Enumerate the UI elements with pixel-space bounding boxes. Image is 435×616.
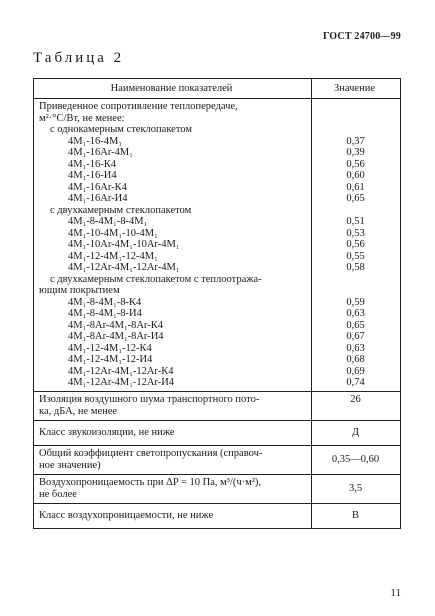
- standard-code: ГОСТ 24700—99: [322, 31, 401, 42]
- row-label: Общий коэффициент светопропускания (справоч-: [39, 447, 263, 459]
- glazing-formula: 4М₁-12-4М₁-12-И4: [68, 354, 153, 365]
- properties-table: [33, 78, 401, 529]
- section-title-units: м²·°С/Вт, не менее:: [39, 112, 125, 124]
- glazing-value: 0,51: [346, 216, 365, 227]
- glazing-formula: 4М₁-16-К4: [68, 158, 116, 170]
- glazing-formula: 4М₁-8Ar-4М₁-8Ar-К4: [68, 319, 163, 331]
- glazing-value: 0,53: [346, 227, 365, 239]
- row-value: 0,35—0,60: [331, 453, 380, 465]
- glazing-formula: 4М₁-12-4М₁-12-4М₁: [68, 250, 158, 262]
- table-header: [34, 79, 400, 99]
- glazing-value: 0,63: [346, 308, 365, 319]
- glazing-row: [34, 320, 400, 332]
- row-sound-class: [34, 420, 400, 445]
- row-value: Д: [351, 426, 360, 438]
- glazing-row: [34, 354, 400, 366]
- glazing-formula: 4М₁-12-4М₁-12-К4: [68, 342, 152, 354]
- header-value: Значение: [334, 83, 375, 94]
- glazing-formula: 4М₁-16-4М₁: [68, 135, 122, 147]
- glazing-value: 0,56: [346, 158, 365, 170]
- glazing-row: [34, 159, 400, 171]
- glazing-formula: 4М₁-12Ar-4М₁-12Ar-4М₁: [68, 262, 180, 273]
- glazing-row: [34, 251, 400, 263]
- glazing-formula: 4М₁-8-4М₁-8-И4: [68, 308, 142, 319]
- glazing-value: 0,60: [346, 170, 365, 181]
- row-label: Изоляция воздушного шума транспортного пото-: [39, 393, 260, 405]
- glazing-formula: 4М₁-12Ar-4М₁-12Ar-И4: [68, 377, 175, 388]
- glazing-formula: 4М₁-16Ar-К4: [68, 181, 127, 193]
- glazing-value: 0,65: [346, 193, 365, 204]
- glazing-row: [34, 366, 400, 378]
- glazing-row: [34, 147, 400, 159]
- row-label: Класс воздухопроницаемости, не ниже: [39, 509, 214, 521]
- header-name: Наименование показателей: [110, 83, 233, 94]
- glazing-value: 0,59: [346, 296, 365, 308]
- glazing-row: [34, 193, 400, 205]
- glazing-value: 0,55: [346, 250, 365, 262]
- glazing-value: 0,69: [346, 365, 365, 377]
- table-title: Таблица 2: [33, 50, 125, 66]
- row-label: Класс звукоизоляции, не ниже: [39, 426, 175, 438]
- glazing-row: [34, 297, 400, 309]
- row-label: Воздухопроницаемость при ΔP = 10 Па, м³/(ч·м²),: [39, 476, 262, 488]
- glazing-formula: 4М₁-8-4М₁-8-4М₁: [68, 216, 148, 227]
- row-air-permeability: [34, 474, 400, 503]
- glazing-row: [34, 308, 400, 320]
- glazing-formula: 4М₁-10Ar-4М₁-10Ar-4М₁: [68, 239, 180, 250]
- glazing-formula: 4М₁-10-4М₁-10-4М₁: [68, 227, 158, 239]
- row-value: В: [351, 509, 359, 521]
- row-light-transmission: [34, 445, 400, 474]
- glazing-value: 0,74: [346, 377, 365, 388]
- glazing-row: [34, 262, 400, 274]
- page-number: 11: [390, 587, 401, 599]
- glazing-formula: 4М₁-12Ar-4М₁-12Ar-К4: [68, 365, 174, 377]
- glazing-value: 0,58: [346, 262, 365, 273]
- glazing-value: 0,68: [346, 354, 365, 365]
- glazing-formula: 4М₁-16Ar-И4: [68, 193, 128, 204]
- section-heat-resistance: [34, 99, 400, 391]
- group-double-coated-cont: ющим покрытием: [39, 285, 120, 296]
- glazing-row: [34, 182, 400, 194]
- glazing-formula: 4М₁-8-4М₁-8-К4: [68, 296, 142, 308]
- glazing-value: 0,37: [346, 135, 365, 147]
- group-double-chamber: с двухкамерным стеклопакетом: [50, 204, 192, 216]
- glazing-row: [34, 228, 400, 240]
- row-label-cont: ное значение): [39, 459, 101, 471]
- glazing-row: [34, 216, 400, 228]
- group-single-chamber: с однокамерным стеклопакетом: [50, 124, 192, 135]
- glazing-row: [34, 331, 400, 343]
- section-title: Приведенное сопротивление теплопередаче,: [39, 101, 238, 112]
- glazing-row: [34, 170, 400, 182]
- row-value: 3,5: [348, 482, 363, 494]
- glazing-formula: 4М₁-16Ar-4М₁: [68, 147, 133, 158]
- row-noise-insulation: [34, 391, 400, 420]
- glazing-row: [34, 377, 400, 389]
- glazing-value: 0,67: [346, 331, 365, 342]
- glazing-value: 0,39: [346, 147, 365, 158]
- glazing-value: 0,65: [346, 319, 365, 331]
- glazing-row: [34, 343, 400, 355]
- row-label-cont: ка, дБА, не менее: [39, 405, 118, 417]
- glazing-value: 0,56: [346, 239, 365, 250]
- glazing-formula: 4М₁-8Ar-4М₁-8Ar-И4: [68, 331, 164, 342]
- row-label-cont: не более: [39, 488, 77, 500]
- row-value: 26: [350, 393, 361, 405]
- glazing-value: 0,63: [346, 342, 365, 354]
- glazing-value: 0,61: [346, 181, 365, 193]
- row-air-class: [34, 503, 400, 528]
- glazing-formula: 4М₁-16-И4: [68, 170, 117, 181]
- group-double-coated: с двухкамерным стеклопакетом с теплоотража-: [50, 273, 262, 285]
- glazing-row: [34, 239, 400, 251]
- glazing-row: [34, 136, 400, 148]
